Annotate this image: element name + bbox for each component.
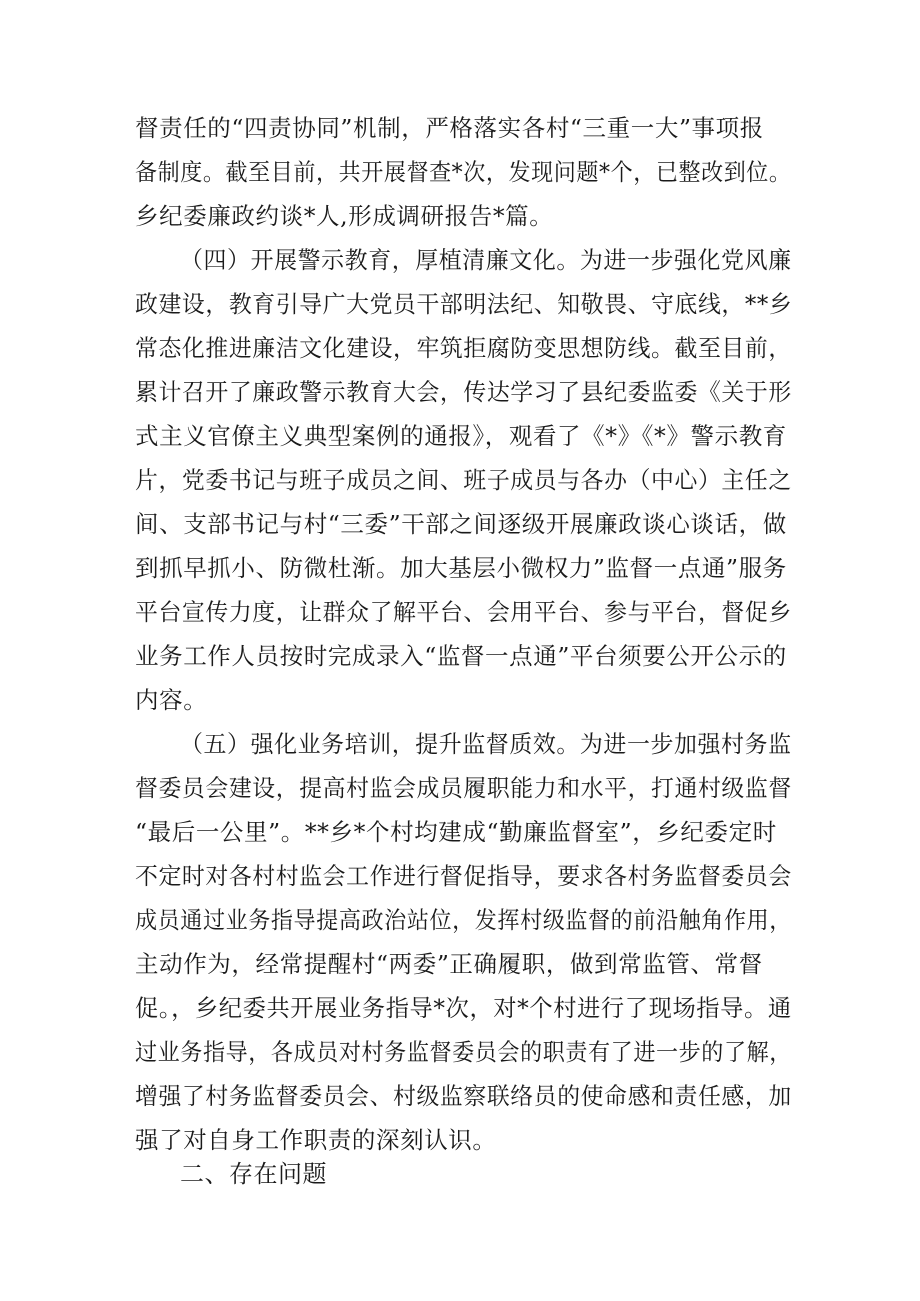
text-line: 强了对自身工作职责的深刻认识。 — [135, 1126, 497, 1154]
text-line: 业务工作人员按时完成录入“监督一点通”平台须要公开公示的 — [135, 642, 787, 670]
text-line: “最后一公里”。**乡*个村均建成“勤廉监督室”，乡纪委定时 — [135, 818, 777, 846]
text-line: 间、支部书记与村“三委”干部之间逐级开展廉政谈心谈话，做 — [135, 510, 787, 538]
text-line: 内容。 — [135, 686, 208, 714]
text-line: 督责任的“四责协同”机制，严格落实各村“三重一大”事项报 — [135, 114, 764, 142]
text-line: 过业务指导，各成员对村务监督委员会的职责有了进一步的了解， — [135, 1038, 792, 1066]
text-line: 增强了村务监督委员会、村级监察联络员的使命感和责任感，加 — [135, 1082, 792, 1110]
text-line: 促。，乡纪委共开展业务指导*次，对*个村进行了现场指导。通 — [135, 994, 792, 1022]
text-line: 政建设，教育引导广大党员干部明法纪、知敬畏、守底线，**乡 — [135, 290, 793, 318]
text-line: 备制度。截至目前，共开展督查*次，发现问题*个，已整改到位。 — [135, 158, 792, 186]
text-line: 乡纪委廉政约谈*人,形成调研报告*篇。 — [135, 202, 554, 230]
text-line: 督委员会建设，提高村监会成员履职能力和水平，打通村级监督 — [135, 774, 792, 802]
text-line: 到抓早抓小、防微杜渐。加大基层小微权力”监督一点通”服务 — [135, 554, 787, 582]
text-line: 成员通过业务指导提高政治站位，发挥村级监督的前沿触角作用， — [135, 906, 792, 934]
paragraph-first-line: （五）强化业务培训，提升监督质效。为进一步加强村务监 — [180, 730, 792, 758]
text-line: 累计召开了廉政警示教育大会，传达学习了县纪委监委《关于形 — [135, 378, 792, 406]
text-line: 常态化推进廉洁文化建设，牢筑拒腐防变思想防线。截至目前， — [135, 334, 792, 362]
text-line: 片，党委书记与班子成员之间、班子成员与各办（中心）主任之 — [135, 466, 792, 494]
paragraph-first-line: （四）开展警示教育，厚植清廉文化。为进一步强化党风廉 — [180, 246, 792, 274]
section-heading: 二、存在问题 — [180, 1160, 327, 1188]
text-line: 主动作为，经常提醒村“两委”正确履职，做到常监管、常督 — [135, 950, 763, 978]
text-line: 平台宣传力度，让群众了解平台、会用平台、参与平台，督促乡 — [135, 598, 792, 626]
text-line: 式主义官僚主义典型案例的通报》，观看了《*》《*》警示教育 — [135, 422, 787, 450]
text-line: 不定时对各村村监会工作进行督促指导，要求各村务监督委员会 — [135, 862, 792, 890]
